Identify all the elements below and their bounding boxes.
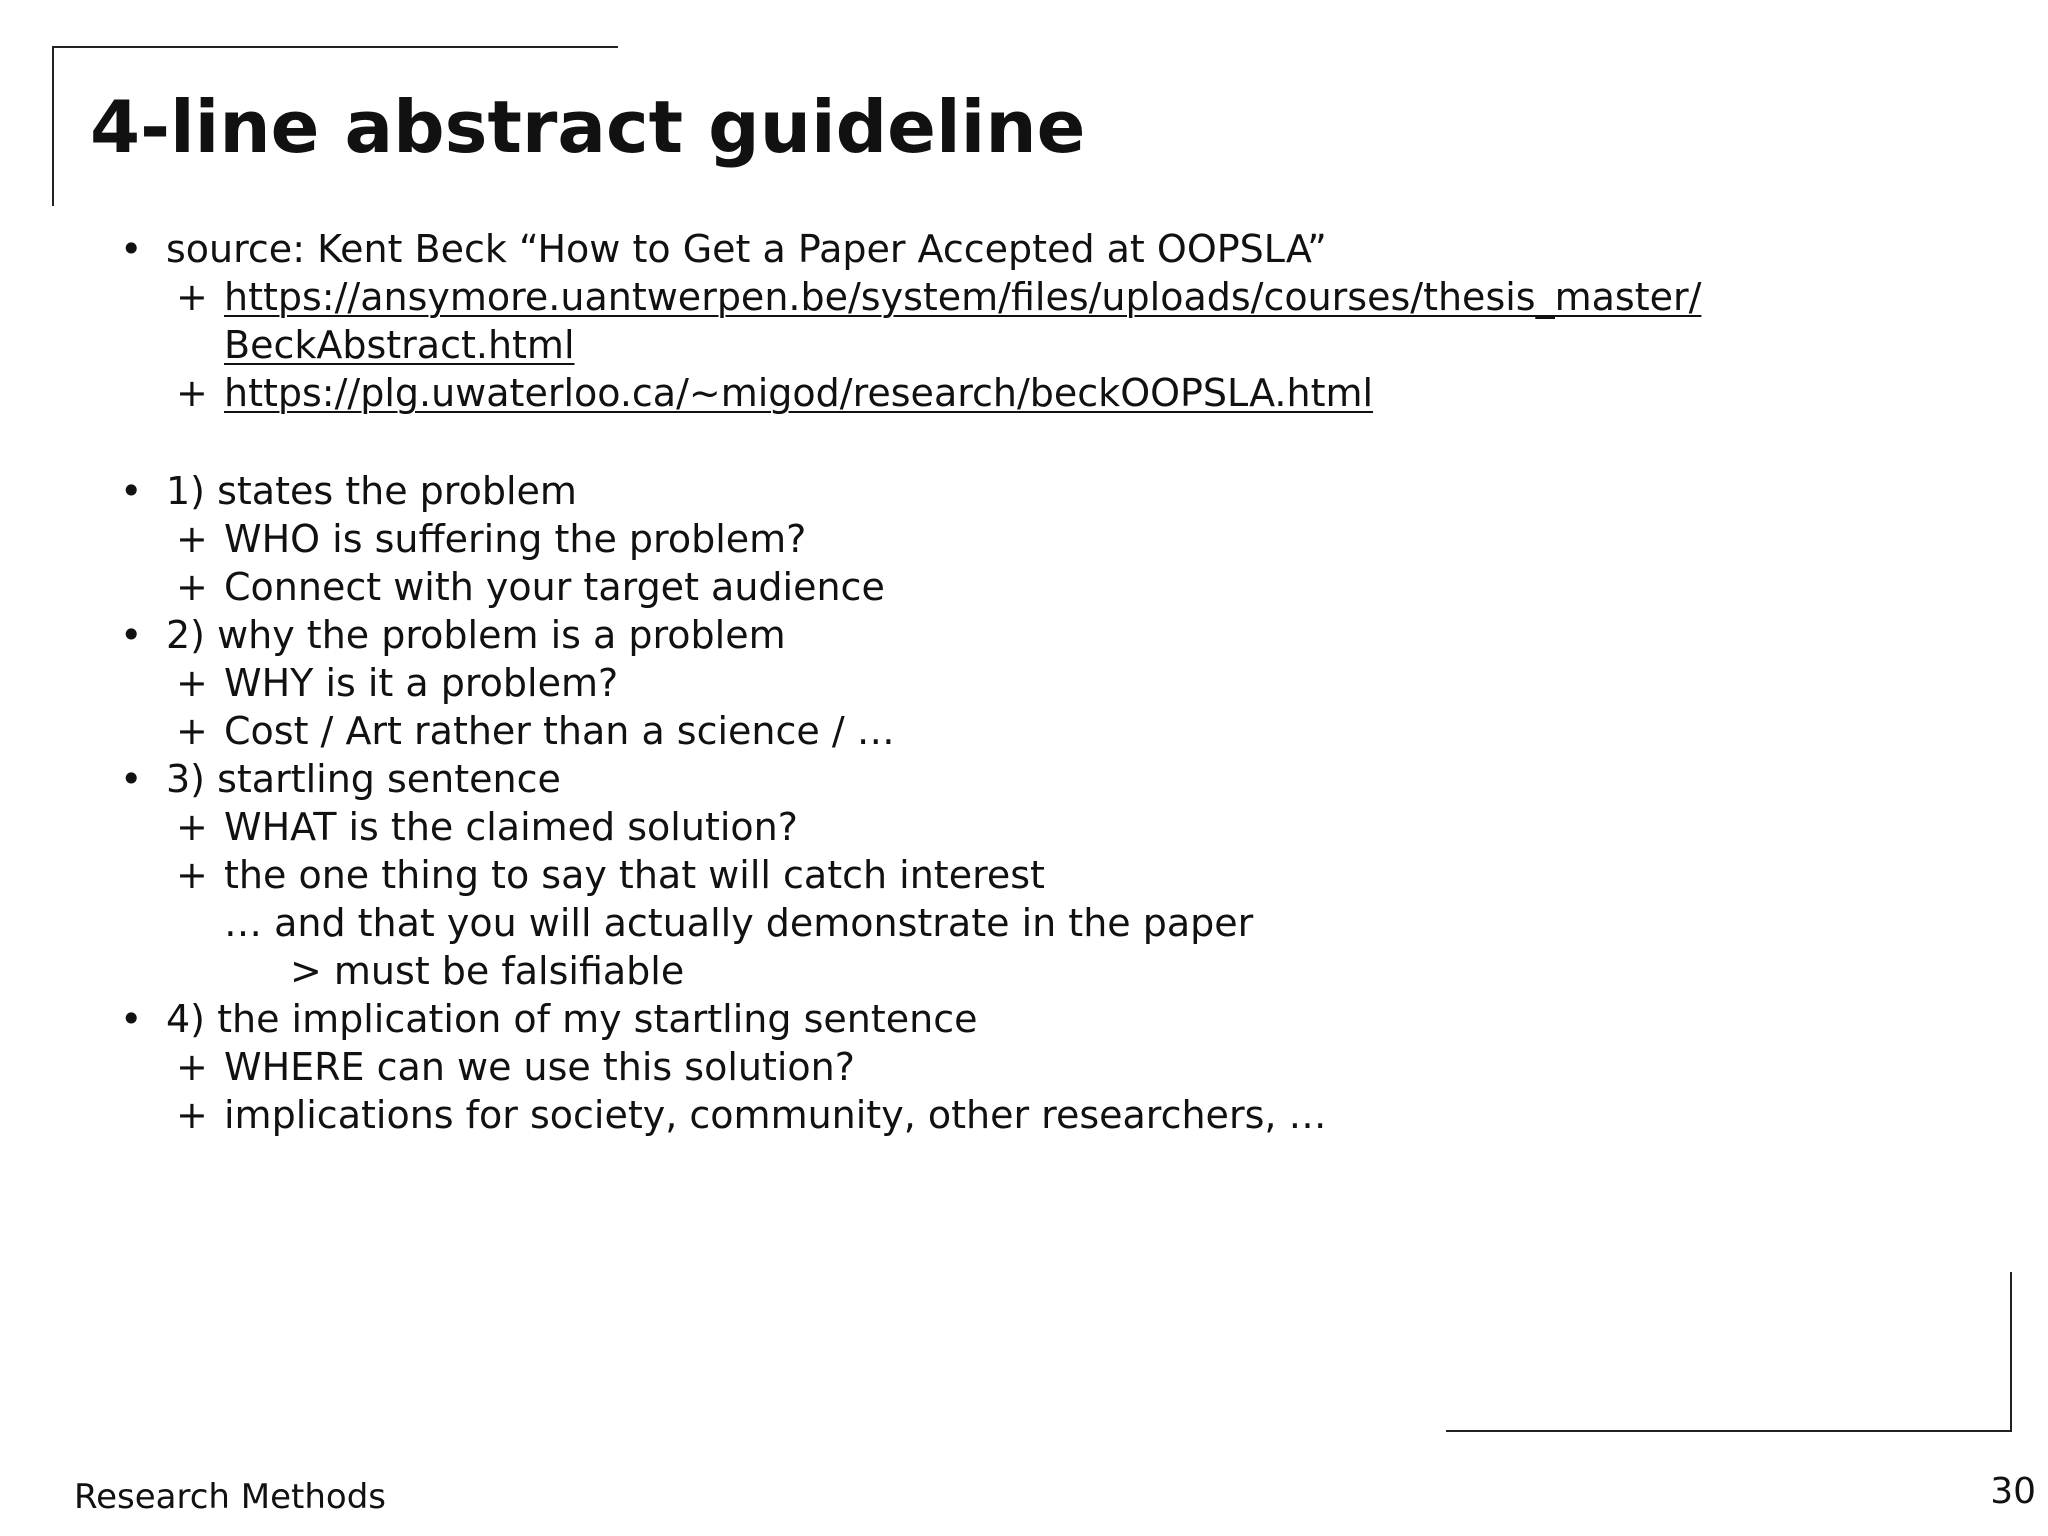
page-number: 30 [1990,1471,2036,1512]
point-3-sub-3: … and that you will actually demonstrate in the paper [224,901,1254,945]
source-link-2[interactable]: https://plg.uwaterloo.ca/~migod/research/beckOOPSLA.html [224,371,1374,415]
bullet-marker: • [120,757,143,801]
plus-marker: + [176,709,208,753]
plus-marker: + [176,565,208,609]
point-4-sub-1: WHERE can we use this solution? [224,1045,855,1089]
bullet-marker: • [120,469,143,513]
plus-marker: + [176,805,208,849]
footer-course-title: Research Methods [74,1477,386,1517]
plus-marker: + [176,1045,208,1089]
source-text: source: Kent Beck “How to Get a Paper Accepted at OOPSLA” [166,227,1327,271]
source-link-1-line-2[interactable]: BeckAbstract.html [224,323,575,367]
point-1-sub-1: WHO is suffering the problem? [224,517,807,561]
point-4-sub-2: implications for society, community, other researchers, … [224,1093,1327,1137]
point-1-sub-2: Connect with your target audience [224,565,885,609]
point-3-sub-2: the one thing to say that will catch interest [224,853,1045,897]
slide-title: 4-line abstract guideline [90,85,1086,169]
point-2-heading: 2) why the problem is a problem [166,613,786,657]
plus-marker: + [176,661,208,705]
plus-marker: + [176,275,208,319]
bullet-marker: • [120,613,143,657]
point-4-heading: 4) the implication of my startling sentence [166,997,978,1041]
bullet-marker: • [120,997,143,1041]
bullet-marker: • [120,227,143,271]
plus-marker: + [176,853,208,897]
plus-marker: + [176,1093,208,1137]
plus-marker: + [176,371,208,415]
point-3-sub-4: > must be falsifiable [290,949,685,993]
source-link-1-line-1[interactable]: https://ansymore.uantwerpen.be/system/files/uploads/courses/thesis_master/ [224,275,1702,319]
point-3-heading: 3) startling sentence [166,757,561,801]
point-2-sub-1: WHY is it a problem? [224,661,619,705]
point-3-sub-1: WHAT is the claimed solution? [224,805,798,849]
point-1-heading: 1) states the problem [166,469,577,513]
plus-marker: + [176,517,208,561]
point-2-sub-2: Cost / Art rather than a science / … [224,709,895,753]
